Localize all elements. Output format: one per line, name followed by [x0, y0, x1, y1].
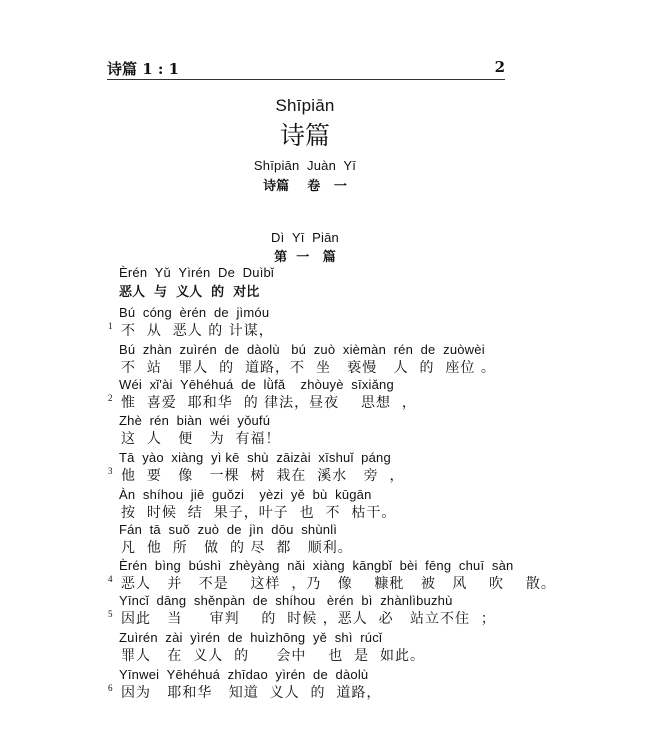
verse-line-chinese: 因为 耶和华 知道 义人 的 道路，	[121, 685, 382, 701]
verse-number: 2	[108, 393, 113, 403]
verse-line-pinyin: Yīnwei Yēhéhuá zhīdao yìrén de dàolù	[119, 667, 369, 682]
verse-line-pinyin: Tā yào xiàng yì kē shù zāizài xīshuǐ páng	[119, 450, 391, 465]
verse-number: 3	[108, 466, 113, 476]
verse-number: 6	[108, 683, 113, 693]
chapter-title: 第 一 篇	[274, 250, 336, 265]
volume-pinyin: Shīpiān Juàn Yī	[253, 158, 357, 173]
section-heading: 恶人 与 义人 的 对比	[119, 285, 260, 300]
chapter-pinyin: Dì Yī Piān	[271, 230, 339, 245]
verse-line-pinyin: Zhè rén biàn wéi yǒufú	[119, 413, 271, 428]
verse-line-chinese: 他 要 像 一棵 树 栽在 溪水 旁 ，	[121, 468, 405, 484]
verse-line-pinyin: Èrén bìng búshì zhèyàng nǎi xiàng kāngbǐ bèi fēng chuī sàn	[119, 558, 514, 573]
volume-title: 诗篇 卷 一	[263, 179, 347, 194]
book-title-pinyin: Shīpiān	[275, 96, 335, 115]
verse-line-chinese: 这 人 便 为 有福！	[121, 431, 281, 447]
verse-line-pinyin: Àn shíhou jiē guǒzi yèzi yě bù kūgān	[119, 487, 372, 502]
verse-line-pinyin: Bú cóng èrén de jìmóu	[119, 305, 270, 320]
section-heading-pinyin: Èrén Yǔ Yìrén De Duìbǐ	[119, 265, 275, 280]
verse-number: 5	[108, 609, 113, 619]
verse-line-chinese: 凡 他 所 做 的 尽 都 顺利。	[121, 540, 353, 556]
header-divider	[107, 79, 505, 80]
verse-line-pinyin: Yīncǐ dāng shěnpàn de shíhou èrén bì zhànlìbuzhù	[119, 593, 453, 608]
verse-line-chinese: 惟 喜爱 耶和华 的 律法，昼夜 思想 ，	[121, 395, 417, 411]
verse-number: 1	[108, 321, 113, 331]
verse-line-chinese: 不 从 恶人 的 计谋，	[121, 323, 274, 339]
verse-line-chinese: 恶人 并 不是 这样 ，乃 像 糠秕 被 风 吹 散。	[121, 576, 556, 592]
verse-line-pinyin: Wéi xǐ'ài Yēhéhuá de lǜfǎ zhòuyè sīxiǎng	[119, 377, 394, 392]
running-header-reference: 诗篇 1 : 1	[107, 60, 180, 78]
verse-line-pinyin: Fán tā suǒ zuò de jìn dōu shùnlì	[119, 522, 338, 537]
verse-line-pinyin: Zuìrén zài yìrén de huìzhōng yě shì rúcǐ	[119, 630, 383, 645]
book-title: 诗篇	[279, 121, 330, 150]
page-number: 2	[494, 58, 505, 76]
verse-number: 4	[108, 574, 113, 584]
verse-line-pinyin: Bú zhàn zuìrén de dàolù bú zuò xièmàn rén de zuòwèi	[119, 342, 485, 357]
verse-line-chinese: 不 站 罪人 的 道路，不 坐 亵慢 人 的 座位 。	[121, 360, 496, 376]
verse-line-chinese: 因此 当 审判 的 时候 ，恶人 必 站立不住 ；	[121, 611, 496, 627]
verse-line-chinese: 罪人 在 义人 的 会中 也 是 如此。	[121, 648, 426, 664]
verse-line-chinese: 按 时候 结 果子，叶子 也 不 枯干。	[121, 505, 397, 521]
